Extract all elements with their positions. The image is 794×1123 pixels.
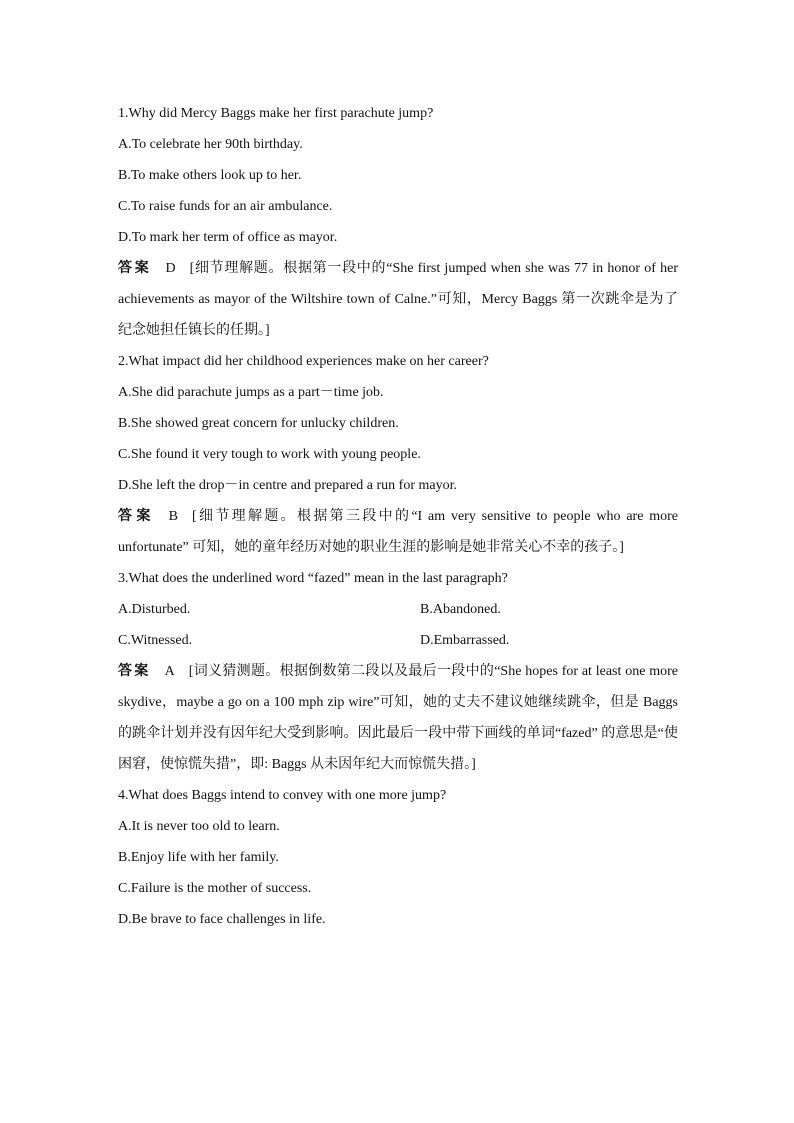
q3-option-a: A.Disturbed. xyxy=(118,602,191,617)
q3-option-b: B.Abandoned. xyxy=(420,602,501,617)
question-2: 2.What impact did her childhood experiences make on her career? xyxy=(118,354,489,369)
q2-answer xyxy=(118,501,678,563)
q3-option-d: D.Embarrassed. xyxy=(420,633,510,648)
document-page xyxy=(118,98,678,935)
q3-answer xyxy=(118,656,678,780)
answer-label: 答案 xyxy=(118,261,152,276)
answer-key: B xyxy=(168,509,179,524)
question-1: 1.Why did Mercy Baggs make her first parachute jump? xyxy=(118,106,434,121)
q1-option-a: A.To celebrate her 90th birthday. xyxy=(118,137,303,152)
question-3: 3.What does the underlined word “fazed” mean in the last paragraph? xyxy=(118,571,508,586)
answer-label: 答案 xyxy=(118,509,155,524)
question-4: 4.What does Baggs intend to convey with one more jump? xyxy=(118,788,447,803)
q2-option-b: B.She showed great concern for unlucky children. xyxy=(118,416,399,431)
q4-option-b: B.Enjoy life with her family. xyxy=(118,850,279,865)
q1-option-d: D.To mark her term of office as mayor. xyxy=(118,230,338,245)
q2-option-c: C.She found it very tough to work with young people. xyxy=(118,447,421,462)
answer-explanation: [细节理解题。根据第三段中的“I am very sensitive to people who are more unfortunate” 可知，她的童年经历对她的职业生涯的影响是她非常关心不幸的孩子。] xyxy=(118,509,679,555)
q4-option-c: C.Failure is the mother of success. xyxy=(118,881,312,896)
q1-option-b: B.To make others look up to her. xyxy=(118,168,302,183)
q3-option-c: C.Witnessed. xyxy=(118,633,193,648)
q3-options-row-1 xyxy=(118,594,678,625)
q1-option-c: C.To raise funds for an air ambulance. xyxy=(118,199,333,214)
answer-key: D xyxy=(165,261,176,276)
q1-answer xyxy=(118,253,678,346)
answer-explanation: [细节理解题。根据第一段中的“She first jumped when she was 77 in honor of her achievements as mayor of the Wiltshire town of Calne.”可知，Mercy Baggs 第一次跳伞是为了纪念她担任镇长的任期。] xyxy=(118,261,678,338)
answer-label: 答案 xyxy=(118,664,151,679)
q2-option-a: A.She did parachute jumps as a part－time job. xyxy=(118,385,384,400)
q4-option-d: D.Be brave to face challenges in life. xyxy=(118,912,326,927)
q2-option-d: D.She left the drop－in centre and prepared a run for mayor. xyxy=(118,478,457,493)
q4-option-a: A.It is never too old to learn. xyxy=(118,819,280,834)
answer-explanation: [词义猜测题。根据倒数第二段以及最后一段中的“She hopes for at least one more skydive，maybe a go on a 100 mph zip wire”可知，她的丈夫不建议她继续跳伞，但是 Baggs 的跳伞计划并没有因年纪大受到影响。因此最后一段中带下画线的单词“fazed” 的意思是“使困窘，使惊慌失措”，即: Baggs 从未因年纪大而惊慌失措。] xyxy=(118,664,678,772)
q3-options-row-2 xyxy=(118,625,678,656)
answer-key: A xyxy=(164,664,175,679)
